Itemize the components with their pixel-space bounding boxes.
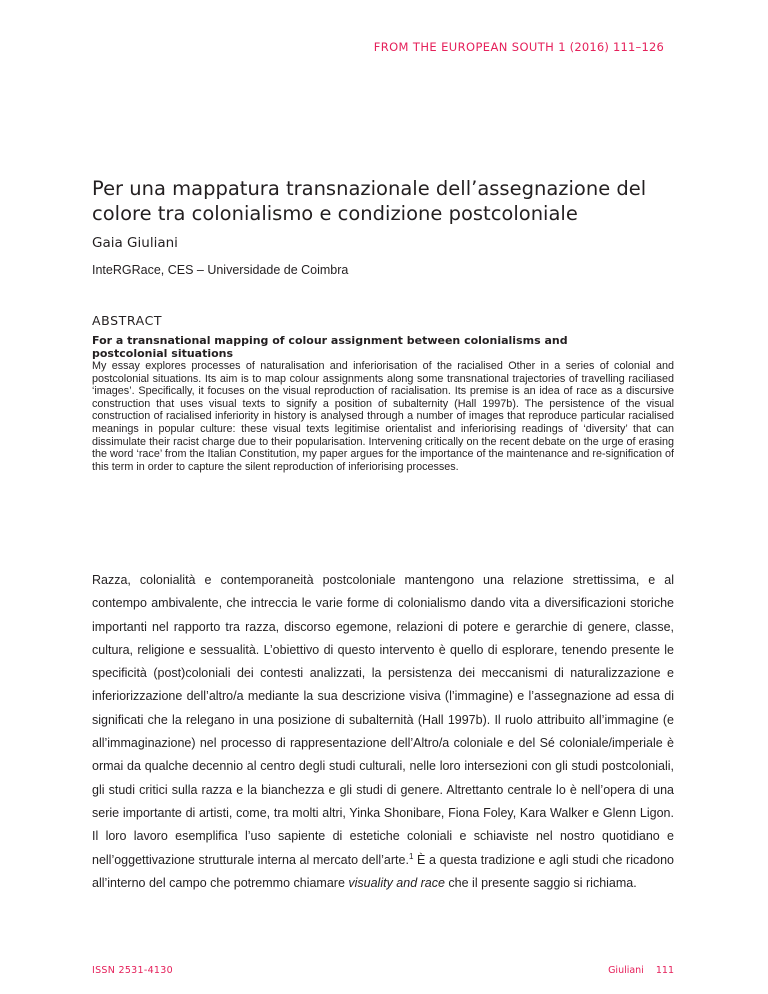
footer-page-info [608,965,674,976]
abstract-text: My essay explores processes of naturalisation and inferiorisation of the racialised Other in a series of colonial and postcolonial situations. Its aim is to map colour assignments along some transnational trajectories of travelling raciliased ‘images’. Specifically, it focuses on the visual reproduction of racialisation. Its premise is an idea of race as a discursive construction that uses visual texts to signify a position of subalternity (Hall 1997b). The persistence of the visual construction of racialised inferiority in history is analysed through a number of images that reproduce particular racialised meanings in popular culture: these visual texts legitimise orientalist and inferiorising readings of ‘diversity’ that can dissimulate their racist charge due to their popularisation. Intervening critically on the recent debate on the urge of erasing the word ‘race’ from the Italian Constitution, my paper argues for the importance of the maintenance and re-signification of this term in order to capture the silent reproduction of inferiorising processes. [92,360,674,473]
body-text-part1: Razza, colonialità e contemporaneità postcoloniale mantengono una relazione strettissima, e al contempo ambivalente, che intreccia le varie forme di colonialismo dando vita a diversificazioni storiche importanti nel rapporto tra razza, discorso egemone, relazioni di potere e gerarchie di genere, classe, cultura, religione e sessualità. L’obiettivo di questo intervento è quello di esplorare, tenendo presente le specificità (post)coloniali dei contesti analizzati, la persistenza dei meccanismi di naturalizzazione e inferiorizzazione dell’altro/a mediante la sua descrizione visiva (l’immagine) e l’assegnazione ad essa di significati che la relegano in una posizione di subalternità (Hall 1997b). Il ruolo attribuito all’immagine (e all’immaginazione) nel processo di rappresentazione dell’Altro/a coloniale e del Sé coloniale/imperiale è ormai da qualche decennio al centro degli studi culturali, nelle loro intersezioni con gli studi postcoloniali, gli studi critici sulla razza e la bianchezza e gli studi di genere. Altrettanto centrale lo è nell’opera di una serie importante di artisti, come, tra molti altri, Yinka Shonibare, Fiona Foley, Kara Walker e Glenn Ligon. Il loro lavoro esemplifica l’uso sapiente di estetiche coloniali e schiaviste nel nostro quotidiano e nell’oggettivazione strutturale interna al mercato dell’arte. [92,573,674,867]
footer-author: Giuliani [608,965,644,976]
body-paragraph [92,569,674,895]
article-title: Per una mappatura transnazionale dell’assegnazione del colore tra colonialismo e condizione postcoloniale [92,177,647,225]
author-name: Gaia Giuliani [92,235,178,251]
footer-issn: ISSN 2531-4130 [92,965,173,976]
journal-name: FROM THE EUROPEAN SOUTH [373,40,555,54]
abstract-title: For a transnational mapping of colour assignment between colonialisms and postcolonial situations [92,334,568,360]
body-text-part3: che il presente saggio si richiama. [444,875,637,890]
page-number: 111 [655,965,674,976]
running-header [374,40,664,54]
author-affiliation: InteRGRace, CES – Universidade de Coimbra [92,263,349,277]
body-text-italic: visuality and race [348,875,445,890]
body-text-part2: È a questa tradizione e agli studi che ricadono all’interno del campo che potremmo chiamare [92,852,674,890]
abstract-heading: ABSTRACT [92,313,163,328]
footnote-ref[interactable]: 1 [408,851,414,861]
volume-pages: 1 (2016) 111–126 [558,40,664,54]
